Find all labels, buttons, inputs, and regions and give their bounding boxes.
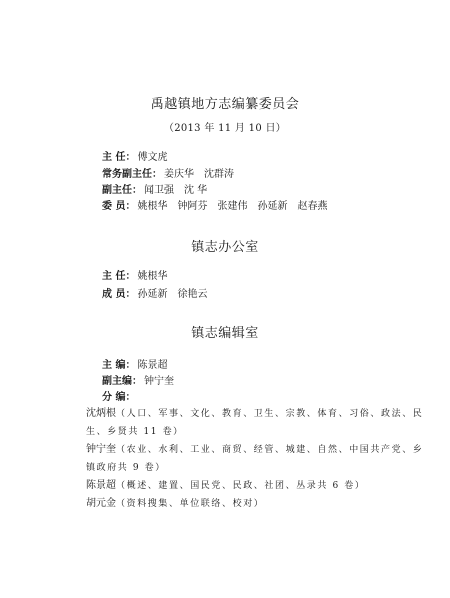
role-label: 常务副主任： [102,169,162,180]
person-name: 钟宁奎 [144,376,174,387]
contributor-name: 陈景超 [86,480,116,491]
contributor-line [86,404,423,424]
person-name: 孙延新 [257,201,288,212]
office-row-members [102,289,217,301]
role-label: 分 编： [102,392,136,403]
contributor-name: 胡元金 [86,498,116,509]
contributor-detail: （人口、军事、文化、教育、卫生、宗教、体育、习俗、政法、民 [116,409,424,419]
contributor-line-continued [86,458,166,478]
role-label: 主 任： [102,271,136,282]
role-label: 副主任： [102,185,142,196]
office-title: 镇志办公室 [191,240,259,255]
person-name: 赵春燕 [297,201,328,212]
person-name: 徐艳云 [177,289,208,300]
editorial-row-deputy-editor [102,376,184,388]
contributor-line-continued [86,422,184,442]
committee-row-members [102,201,337,213]
editorial-row-chief-editor [102,360,177,372]
person-name: 沈群涛 [204,169,234,180]
committee-row-director [102,152,177,164]
contributor-detail: （农业、水利、工业、商贸、经管、城建、自然、中国共产党、乡 [116,445,424,455]
committee-row-executive-deputy [102,169,244,181]
office-row-director [102,271,177,283]
committee-row-deputy [102,185,217,197]
person-name: 张建伟 [217,201,248,212]
committee-title: 禹越镇地方志编纂委员会 [150,97,300,112]
contributor-detail: 镇政府共 9 卷） [86,463,166,473]
editorial-row-section-editors [102,392,135,404]
contributor-line [86,440,423,460]
contributor-name: 钟宁奎 [86,444,116,455]
person-name: 陈景超 [137,360,168,371]
committee-date: （2013 年 11 月 10 日） [163,123,287,134]
person-name: 闻卫强 [144,185,174,196]
role-label: 主 编： [102,360,136,371]
contributor-line [86,476,365,496]
person-name: 姚根华 [137,271,168,282]
role-label: 主 任： [102,152,136,163]
person-name: 孙延新 [137,289,168,300]
role-label: 委 员： [102,201,136,212]
person-name: 姚根华 [137,201,168,212]
contributor-detail: 生、乡贤共 11 卷） [86,427,184,437]
person-name: 钟阿芬 [177,201,208,212]
role-label: 副主编： [102,376,142,387]
person-name: 姜庆华 [164,169,194,180]
person-name: 沈 华 [184,185,208,196]
contributor-line [86,494,264,514]
person-name: 傅文虎 [137,152,168,163]
contributor-detail: （资料搜集、单位联络、校对） [116,499,265,509]
contributor-detail: （概述、建置、国民党、民政、社团、丛录共 6 卷） [116,481,366,491]
contributor-name: 沈炳根 [86,408,116,419]
role-label: 成 员： [102,289,136,300]
editorial-title: 镇志编辑室 [191,326,259,341]
